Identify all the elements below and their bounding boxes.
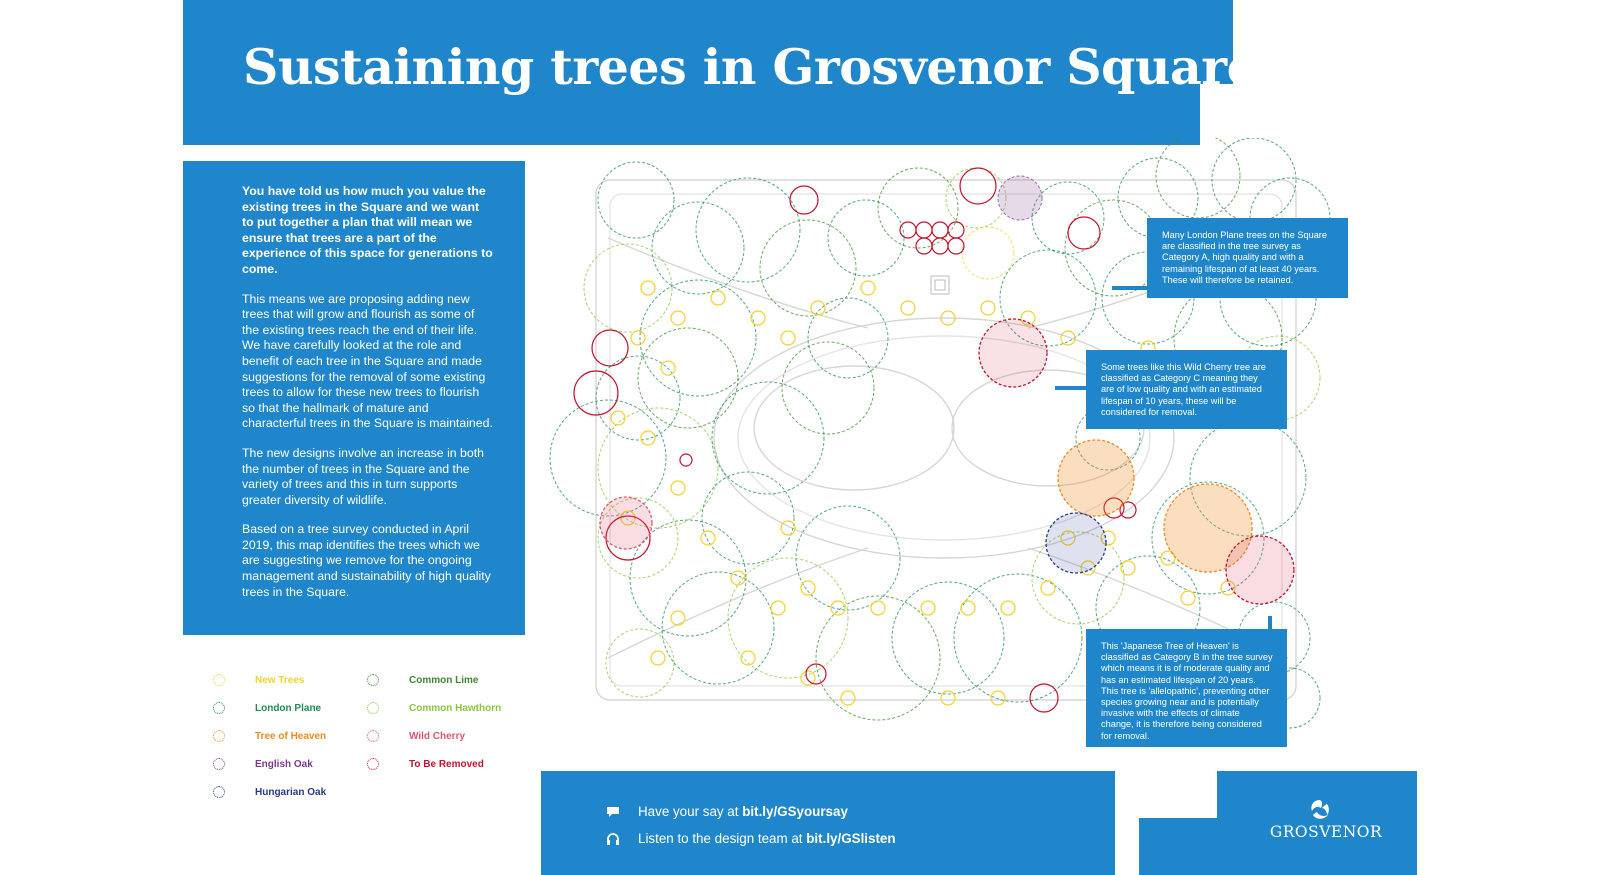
new-tree-canopy [941, 691, 955, 705]
intro-paragraph-3: Based on a tree survey conducted in April 2019, this map identifies the trees which we are suggesting we remove for the ongoing management and sustainability of high quality trees in the Square. [242, 522, 491, 599]
new-tree-canopy [981, 301, 995, 315]
grosvenor-logo-icon [1307, 798, 1333, 822]
new-tree-canopy [861, 281, 875, 295]
legend-label: Tree of Heaven [255, 730, 327, 742]
removal-tree-canopy [916, 222, 932, 238]
cta-listen[interactable] [606, 831, 896, 846]
cta-listen-prefix: Listen to the design team at [638, 831, 803, 846]
legend-label: London Plane [255, 702, 322, 714]
new-tree-canopy [611, 411, 625, 425]
new-tree-canopy [771, 601, 785, 615]
new-tree-canopy [901, 301, 915, 315]
removal-tree-canopy [1068, 217, 1100, 249]
legend-label: Common Hawthorn [409, 702, 502, 714]
intro-lead: You have told us how much you value the existing trees in the Square and we want to put together a plan that will mean we ensure that trees are a part of the experience of this space for generations to come. [242, 184, 493, 276]
new-tree-canopy [671, 481, 685, 495]
tree-canopy [962, 227, 1014, 279]
intro-paragraph-1: This means we are proposing adding new trees that will grow and flourish as some of the existing trees reach the end of their life. We have carefully looked at the role and benefit of each tree in the Square and made suggestions for the removal of some existing trees to allow for these new trees to flourish so that the hallmark of mature and characterful trees in the Square is maintained. [242, 291, 493, 431]
tree-canopy [550, 400, 666, 516]
removal-tree-canopy [960, 168, 996, 204]
tree-of-heaven-swatch-icon [213, 730, 225, 742]
removal-tree-canopy [948, 238, 964, 254]
cta-say-prefix: Have your say at [638, 804, 739, 819]
common-hawthorn-swatch-icon [367, 702, 379, 714]
new-tree-canopy [841, 691, 855, 705]
legend-item-wild-cherry [367, 730, 465, 742]
new-tree-canopy [631, 331, 645, 345]
callout-connector [1112, 286, 1148, 290]
legend-label: English Oak [255, 758, 313, 770]
legend [205, 674, 535, 814]
wild-cherry-swatch-icon [367, 730, 379, 742]
new-tree-canopy [651, 651, 665, 665]
intro-text [242, 184, 494, 614]
tree-canopy [892, 582, 1004, 694]
new-tree-canopy [671, 611, 685, 625]
english-oak-swatch-icon [213, 758, 225, 770]
new-tree-canopy [1041, 581, 1055, 595]
removal-tree-canopy [680, 454, 692, 466]
new-tree-canopy [701, 531, 715, 545]
headphones-icon [606, 833, 620, 845]
new-tree-canopy [961, 601, 975, 615]
tree-canopy [946, 168, 1006, 228]
highlighted-tree-canopy [979, 319, 1047, 387]
brand-box-notch [1117, 771, 1217, 818]
tree-canopy [1156, 138, 1240, 218]
removal-tree-canopy [932, 238, 948, 254]
tree-canopy [702, 472, 794, 564]
new-tree-canopy [641, 431, 655, 445]
highlighted-tree-canopy [600, 497, 652, 549]
tree-canopy [606, 629, 674, 697]
callout-wild-cherry [1086, 350, 1287, 429]
legend-item-london-plane [213, 702, 321, 714]
to-be-removed-swatch-icon [367, 758, 379, 770]
page-title: Sustaining trees in Grosvenor Square [243, 38, 1258, 96]
new-tree-canopy [811, 301, 825, 315]
new-tree-canopy [991, 691, 1005, 705]
new-tree-canopy [871, 601, 885, 615]
tree-canopy [584, 244, 672, 332]
legend-label: New Trees [255, 674, 305, 686]
callout-text: Many London Plane trees on the Square are classified in the tree survey as Category A, high quality and with a remaining lifespan of at least 40 years. These will therefore be retained. [1162, 230, 1327, 285]
london-plane-swatch-icon [213, 702, 225, 714]
removal-tree-canopy [900, 222, 916, 238]
legend-item-new-trees [213, 674, 304, 686]
cta-say-link[interactable]: bit.ly/GSyoursay [742, 804, 848, 819]
tree-canopy [828, 200, 904, 276]
new-tree-canopy [781, 331, 795, 345]
tree-canopy [638, 328, 738, 428]
new-tree-canopy [921, 601, 935, 615]
cta-have-your-say[interactable] [606, 804, 848, 819]
highlighted-tree-canopy [1058, 440, 1134, 516]
highlighted-tree-canopy [1226, 536, 1294, 604]
callout-text: Some trees like this Wild Cherry tree are classified as Category C meaning they are of low quality and with an estimated lifespan of 10 years, these will be considered for removal. [1101, 362, 1266, 417]
legend-item-to-be-removed [367, 758, 484, 770]
tree-canopy [1032, 182, 1104, 254]
highlighted-tree-canopy [1046, 513, 1106, 573]
removal-tree-canopy [948, 222, 964, 238]
tree-canopy [782, 342, 874, 434]
legend-item-common-lime [367, 674, 478, 686]
new-tree-canopy [751, 311, 765, 325]
legend-label: Hungarian Oak [255, 786, 327, 798]
tree-canopy [712, 382, 824, 494]
new-tree-canopy [1181, 591, 1195, 605]
intro-paragraph-2: The new designs involve an increase in both the number of trees in the Square and the variety of trees and this in turn supports greater diversity of wildlife. [242, 445, 484, 507]
legend-label: Common Lime [409, 674, 479, 686]
tree-canopy [596, 356, 680, 440]
brand-name: GROSVENOR [1269, 823, 1383, 841]
legend-item-tree-of-heaven [213, 730, 326, 742]
new-tree-canopy [671, 311, 685, 325]
tree-canopy [760, 220, 856, 316]
tree-canopy [998, 176, 1042, 220]
hungarian-oak-swatch-icon [213, 786, 225, 798]
cta-listen-link[interactable]: bit.ly/GSlisten [806, 831, 896, 846]
new-tree-canopy [711, 291, 725, 305]
callout-text: This 'Japanese Tree of Heaven' is classified as Category B in the tree survey which means it is of moderate quality and has an estimated lifespan of 20 years. This tree is 'allelopathic', preventing other species growing near and is potentially invasive with the effects of climate change, it is therefore being considered for removal. [1101, 641, 1273, 741]
legend-label: To Be Removed [409, 758, 484, 770]
callout-connector [1055, 386, 1089, 390]
callout-london-plane [1147, 218, 1348, 298]
monument-icon [931, 276, 949, 294]
new-tree-canopy [801, 581, 815, 595]
legend-item-hungarian-oak [213, 786, 326, 798]
common-lime-swatch-icon [367, 674, 379, 686]
new-trees-swatch-icon [213, 674, 225, 686]
callout-tree-of-heaven [1086, 629, 1287, 747]
legend-item-english-oak [213, 758, 313, 770]
removal-tree-canopy [790, 186, 818, 214]
removal-tree-canopy [1030, 684, 1058, 712]
legend-item-common-hawthorn [367, 702, 501, 714]
tree-canopy [954, 574, 1082, 702]
new-tree-canopy [641, 281, 655, 295]
new-tree-canopy [1001, 601, 1015, 615]
paths [608, 238, 1288, 658]
removal-tree-canopy [932, 222, 948, 238]
new-tree-canopy [1121, 561, 1135, 575]
legend-label: Wild Cherry [409, 730, 466, 742]
cta-bar [541, 771, 1115, 875]
speech-bubble-icon [606, 806, 620, 818]
